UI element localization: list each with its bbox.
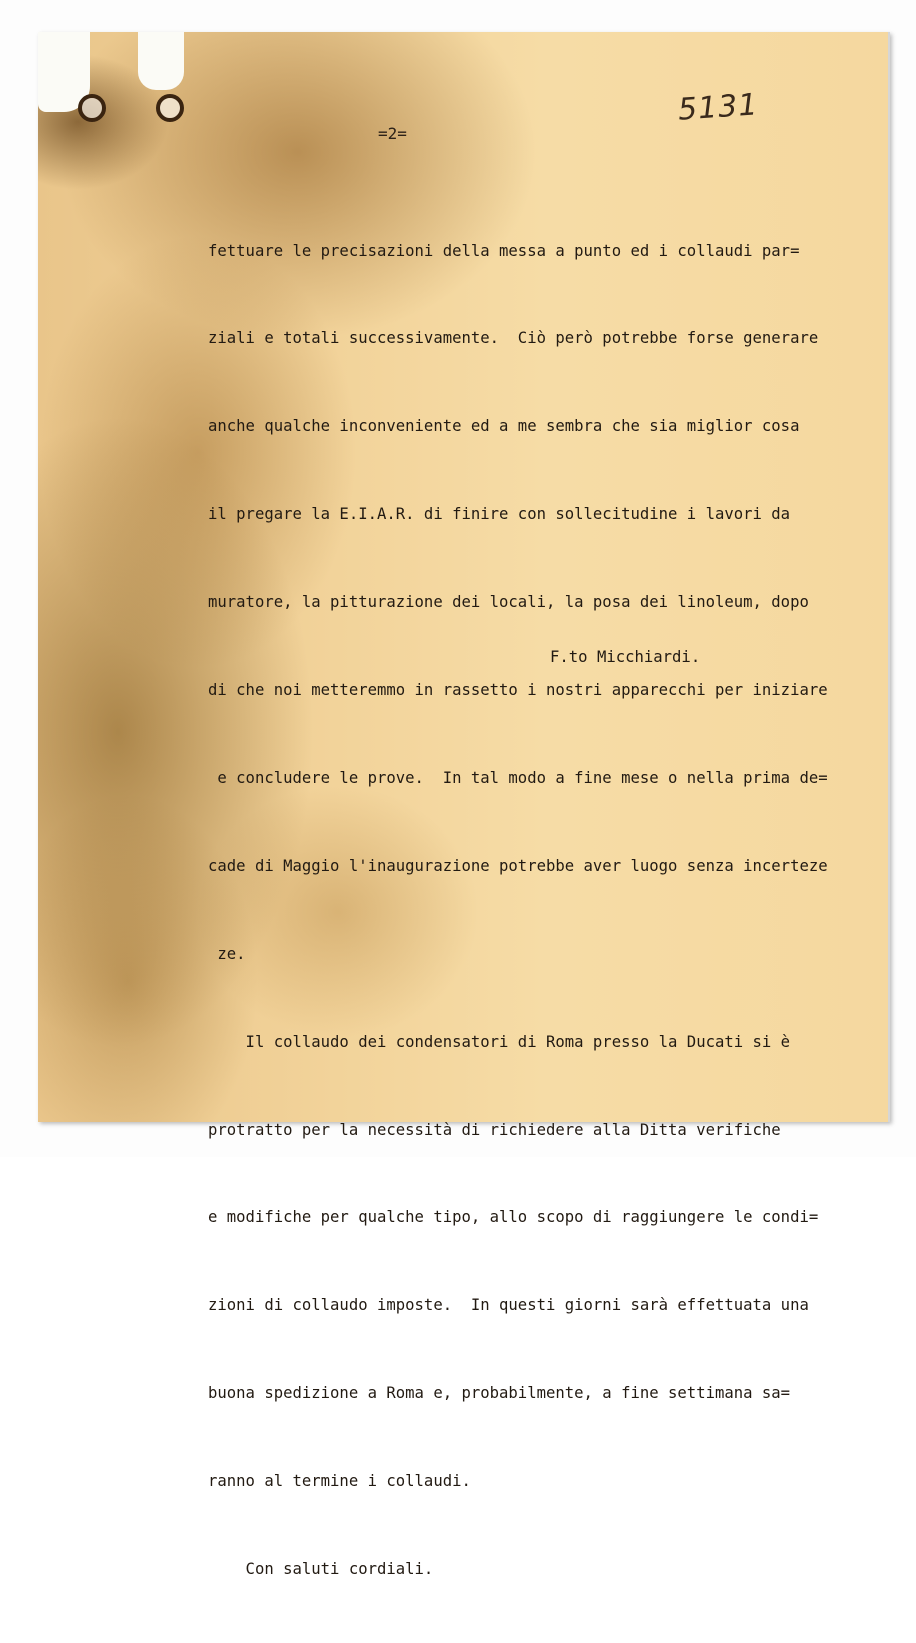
- text-line: buona spedizione a Roma e, probabilmente, a fine settimana sa=: [208, 1384, 791, 1403]
- text-line: ze.: [208, 944, 246, 963]
- text-line: Con saluti cordiali.: [208, 1559, 434, 1578]
- binding-hole: [78, 94, 106, 122]
- text-line: cade di Maggio l'inaugurazione potrebbe aver luogo senza incerteze: [208, 856, 828, 875]
- text-line: di che noi metteremmo in rassetto i nostri apparecchi per iniziare: [208, 681, 828, 700]
- text-line: anche qualche inconveniente ed a me sembra che sia miglior cosa: [208, 417, 800, 436]
- text-line: e concludere le prove. In tal modo a fine mese o nella prima de=: [208, 768, 828, 787]
- letter-page: [38, 32, 890, 1578]
- text-line: e modifiche per qualche tipo, allo scopo di raggiungere le condi=: [208, 1208, 819, 1227]
- letter-body: [208, 178, 898, 1643]
- torn-corner: [138, 32, 184, 90]
- binding-hole: [156, 94, 184, 122]
- page-marker: =2=: [378, 124, 407, 143]
- text-line: il pregare la E.I.A.R. di finire con sollecitudine i lavori da: [208, 505, 791, 524]
- text-line: protratto per la necessità di richiedere alla Ditta verifiche: [208, 1120, 781, 1139]
- text-line: muratore, la pitturazione dei locali, la posa dei linoleum, dopo: [208, 593, 809, 612]
- text-line: fettuare le precisazioni della messa a punto ed i collaudi par=: [208, 241, 800, 260]
- signature: F.to Micchiardi.: [550, 648, 701, 666]
- text-line: ranno al termine i collaudi.: [208, 1472, 471, 1491]
- text-line: ziali e totali successivamente. Ciò però potrebbe forse generare: [208, 329, 819, 348]
- text-line: Il collaudo dei condensatori di Roma presso la Ducati si è: [208, 1032, 791, 1051]
- archive-number: 5131: [676, 87, 760, 128]
- text-line: zioni di collaudo imposte. In questi giorni sarà effettuata una: [208, 1296, 809, 1315]
